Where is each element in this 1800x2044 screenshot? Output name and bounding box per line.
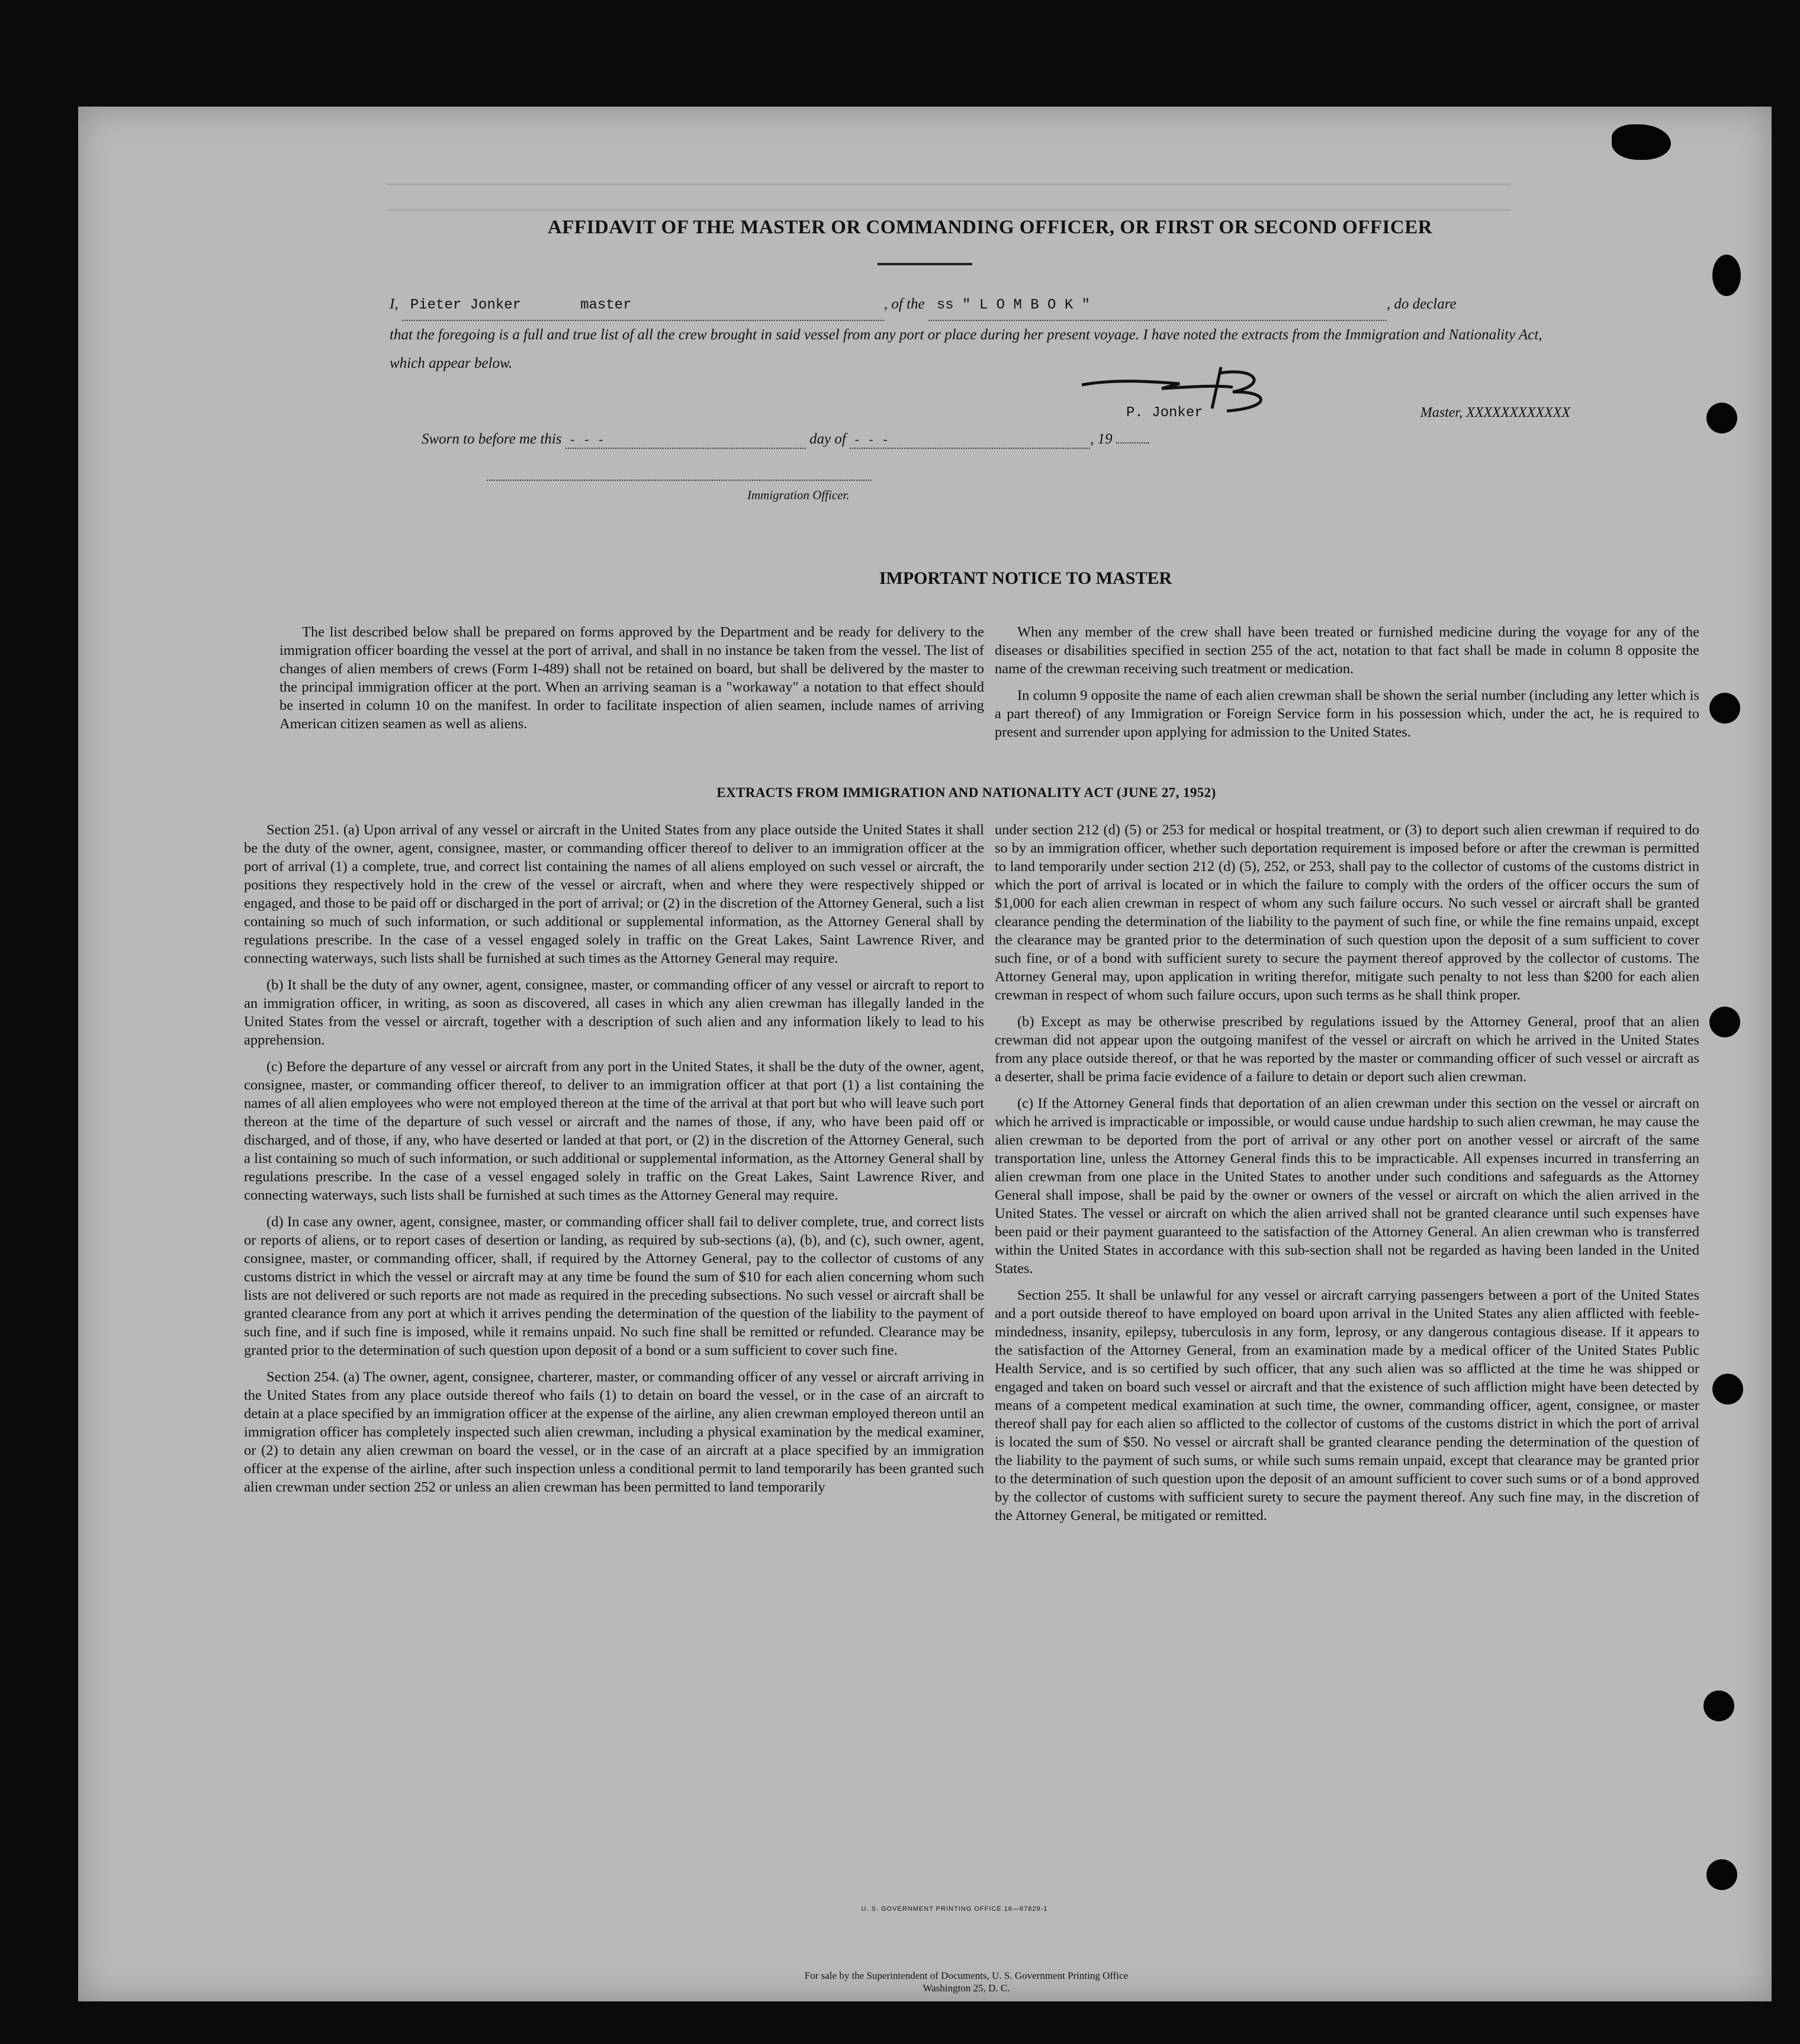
- notice-right-column: [995, 623, 1699, 741]
- extracts-right-column: [995, 821, 1699, 1525]
- sworn-prefix: Sworn to before me this: [422, 431, 562, 447]
- sworn-month-field: - - -: [850, 434, 1090, 449]
- statute-paragraph: (b) Except as may be otherwise prescribed by regulations issued by the Attorney General, proof that an alien crewman did not appear upon the outgoing manifest of the vessel or aircraft on which he arrived in the United States from any place outside thereof, or that he was reported by the master or commanding officer of such vessel or aircraft as a deserter, shall be prima facie evidence of a failure to detain or deport such alien crewman.: [995, 1014, 1699, 1085]
- extracts-left-column: [244, 821, 984, 1496]
- printing-office-imprint: U. S. GOVERNMENT PRINTING OFFICE 16—67829-1: [861, 1905, 1048, 1913]
- signed-name: P. Jonker: [1126, 405, 1203, 421]
- punch-hole: [1706, 1859, 1737, 1890]
- punch-hole: [1712, 1374, 1743, 1405]
- sworn-day-field: - - -: [565, 434, 806, 449]
- notice-left-column: [279, 623, 984, 733]
- notice-paragraph: The list described below shall be prepared on forms approved by the Department and be ready for delivery to the immigration officer boarding the vessel at the port of arrival, and shall in no instance be taken from the vessel. The list of changes of alien members of crews (Form I-489) shall not be retained on board, but shall be delivered by the master to the principal immigration officer at the port. When an arriving seaman is a "workaway" a notation to that effect should be inserted in column 10 on the manifest. In order to facilitate inspection of alien seamen, include names of arriving American citizen seamen as well as aliens.: [279, 624, 984, 732]
- statute-paragraph: under section 212 (d) (5) or 253 for medical or hospital treatment, or (3) to deport such alien crewman if required to do so by an immigration officer, whether such deportation requirement is imposed before or after the crewman is permitted to land temporarily under section 212 (d) (5), 252, or 253, shall pay to the collector of customs of the customs district in which the port of arrival is located or in which the failure to comply with the orders of the officer occurs the sum of $1,000 for each alien crewman in respect of whom any such failure occurs. No such vessel or aircraft shall be granted clearance pending the determination of the liability to the payment of such fine, or while the fine remains unpaid, except the clearance may be granted prior to the determination of such question upon the deposit of a sum sufficient to cover such fine, or of a bond with sufficient surety to secure the payment thereof approved by the collector of customs. The Attorney General may, upon application in writing therefor, mitigate such penalty to not less than $200 for each alien crewman in respect of whom such failure occurs, upon such terms as he shall think proper.: [995, 822, 1699, 1003]
- statute-paragraph: (c) Before the departure of any vessel or aircraft from any port in the United States, it shall be the duty of the owner, agent, consignee, master, or commanding officer thereof, to deliver to an immigration officer at that port (1) a list containing the names of all alien employees who were not employed thereon at the time of the arrival at that port but who will leave such port thereon at the time of the departure of such vessel or aircraft and the names of those, if any, who have been paid off or discharged, and of those, if any, who have deserted or landed at that port, or (2) in the discretion of the Attorney General, such a list containing so much of such information, or such additional or supplemental information, as the Attorney General shall by regulations prescribe. In the case of a vessel engaged solely in traffic on the Great Lakes, Saint Lawrence River, and connecting waterways, such lists shall be furnished at such times as the Attorney General may require.: [244, 1059, 984, 1203]
- statute-paragraph: (c) If the Attorney General finds that deportation of an alien crewman under this section on the vessel or aircraft on which he arrived is impracticable or impossible, or would cause undue hardship to such alien crewman, he may cause the alien crewman to be deported from the port of arrival or any other port on another vessel or aircraft of the same transportation line, unless the Attorney General finds this to be impracticable. All expenses incurred in transferring an alien crewman from one place in the United States to another under such conditions and safeguards as the Attorney General shall impose, shall be paid by the owner or owners of the vessel or aircraft on which the alien arrived in the United States. The vessel or aircraft on which the alien arrived shall not be granted clearance until such expenses have been paid or their payment guaranteed to the satisfaction of the Attorney General. An alien crewman who is transferred within the United States in accordance with this sub-section shall not be regarded as having been landed in the United States.: [995, 1095, 1699, 1277]
- sale-notice: [729, 1969, 1203, 1994]
- affidavit-title: AFFIDAVIT OF THE MASTER OR COMMANDING OFFICER, OR FIRST OR SECOND OFFICER: [547, 217, 1433, 238]
- document-page: [78, 107, 1772, 2001]
- punch-hole: [1706, 403, 1737, 433]
- statute-paragraph: Section 255. It shall be unlawful for any vessel or aircraft carrying passengers between a port of the United States and a port outside thereof to have employed on board upon arrival in the United States any alien afflicted with feeble-mindedness, insanity, epilepsy, tuberculosis in any form, leprosy, or any dangerous contagious disease. If it appears to the satisfaction of the Attorney General, from an examination made by a medical officer of the United States Public Health Service, and is so certified by such officer, that any such alien was so afflicted at the time he was shipped or engaged and taken on board such vessel or aircraft and that the existence of such affliction might have been detected by means of a competent medical examination at such time, the owner, commanding officer, agent, consignee, or master thereof shall pay for each alien so afflicted to the collector of customs of the customs district in which the port of arrival is located the sum of $50. No vessel or aircraft shall be granted clearance pending the determination of the question of the liability to the payment of such sums, or while such sums remain unpaid, except that clearance may be granted prior to the determination of such question upon the deposit of an amount sufficient to cover such sums or of a bond approved by the collector of customs with sufficient surety to secure the payment thereof. Any such fine may, in the discretion of the Attorney General, be mitigated or remitted.: [995, 1287, 1699, 1524]
- vessel-name-field: ss " L O M B O K ": [928, 291, 1387, 321]
- punch-hole: [1712, 255, 1741, 296]
- declarant-name: Pieter Jonker: [410, 297, 522, 313]
- immigration-officer-label: Immigration Officer.: [747, 488, 850, 502]
- declaration-block: [390, 290, 1562, 378]
- notice-paragraph: When any member of the crew shall have been treated or furnished medicine during the voyage for any of the diseases or disabilities specified in section 255 of the act, notation to that fact shall be made in column 8 opposite the name of the crewman receiving such treatment or medication.: [995, 624, 1699, 677]
- signature-line: [1002, 405, 1570, 421]
- title-underline: [877, 263, 972, 265]
- notice-paragraph: In column 9 opposite the name of each alien crewman shall be shown the serial number (including any letter which is a part thereof) of any Immigration or Foreign Service form in his possession which, under the act, he is required to present and surrender upon applying for admission to the United States.: [995, 687, 1699, 740]
- day-of-label: day of: [809, 431, 846, 447]
- statute-paragraph: (d) In case any owner, agent, consignee, master, or commanding officer shall fail to deliver complete, true, and correct lists or reports of aliens, or to report cases of desertion or landing, as required by sub-sections (a), (b), and (c), such owner, agent, consignee, master, or commanding officer, shall, if required by the Attorney General, pay to the collector of customs of any customs district in which the vessel or aircraft may at any time be found the sum of $10 for each alien concerning whom such lists are not delivered or such reports are not made as required in the preceding subsections. No such vessel or aircraft shall be granted clearance from any port at which it arrives pending the determination of the question of the liability to the payment of such fine, and if such fine is imposed, while it remains unpaid. No such fine shall be remitted or refunded. Clearance may be granted prior to the determination of such question upon deposit of a bond or a sum sufficient to cover such fine.: [244, 1214, 984, 1358]
- statute-paragraph: Section 251. (a) Upon arrival of any vessel or aircraft in the United States from any place outside the United States it shall be the duty of the owner, agent, consignee, master, or commanding officer thereof to deliver to an immigration officer at the port of arrival (1) a complete, true, and correct list containing the names of all aliens employed on such vessel or aircraft, the positions they respectively hold in the crew of the vessel or aircraft, when and where they were respectively shipped or engaged, and those to be paid off or discharged in the port of arrival; or (2) in the discretion of the Attorney General, such a list containing so much of such information, or such additional or supplemental information, as the Attorney General shall by regulations prescribe. In the case of a vessel engaged solely in traffic on the Great Lakes, Saint Lawrence River, and connecting waterways, such lists shall be furnished at such times as the Attorney General may require.: [244, 822, 984, 966]
- declarant-rank: master: [580, 297, 632, 313]
- notice-title: IMPORTANT NOTICE TO MASTER: [879, 568, 1172, 588]
- statute-paragraph: Section 254. (a) The owner, agent, consignee, charterer, master, or commanding officer of any vessel or aircraft arriving in the United States from any place outside thereof who fails (1) to detain on board the vessel, or in the case of an aircraft to detain at a place specified by an immigration officer at the expense of the airline, any alien crewman employed thereon until an immigration officer has completely inspected such alien crewman, including a physical examination by the medical examiner, or (2) to detain any alien crewman on board the vessel, or in the case of an aircraft at a place specified by an immigration officer at the expense of the airline, after such inspection unless a conditional permit to land temporarily has been granted such alien crewman under section 252 or unless an alien crewman has been permitted to land temporarily: [244, 1369, 984, 1495]
- extracts-title: EXTRACTS FROM IMMIGRATION AND NATIONALITY ACT (JUNE 27, 1952): [716, 785, 1216, 800]
- do-declare-label: , do declare: [1386, 296, 1457, 312]
- year-field: [1116, 442, 1149, 443]
- signature-title: Master, XXXXXXXXXXXX: [1420, 405, 1570, 420]
- declaration-lead: I,: [390, 296, 398, 312]
- punch-hole: [1709, 1007, 1740, 1037]
- year-label: , 19: [1090, 431, 1113, 447]
- torn-corner-mark: [1612, 124, 1671, 160]
- bleed-through-lines: [386, 184, 1511, 211]
- declarant-field: [402, 291, 884, 321]
- punch-hole: [1709, 693, 1740, 724]
- sale-line: Washington 25, D. C.: [922, 1982, 1010, 1994]
- declaration-statement: that the foregoing is a full and true list of all the crew brought in said vessel from any port or place during her present voyage. I have noted the extracts from the Immigration and Nationality Act, which appear below.: [390, 327, 1542, 371]
- immigration-officer-line: [487, 480, 872, 481]
- statute-paragraph: (b) It shall be the duty of any owner, agent, consignee, master, or commanding officer of any vessel or aircraft to report to an immigration officer, in writing, as soon as discovered, all cases in which any alien crewman has illegally landed in the United States from the vessel or aircraft, together with a description of such alien and any information likely to lead to his apprehension.: [244, 977, 984, 1048]
- sale-line: For sale by the Superintendent of Documents, U. S. Government Printing Office: [804, 1970, 1129, 1981]
- sworn-line: [422, 431, 1274, 449]
- of-the-label: , of the: [883, 296, 925, 312]
- punch-hole: [1703, 1691, 1734, 1721]
